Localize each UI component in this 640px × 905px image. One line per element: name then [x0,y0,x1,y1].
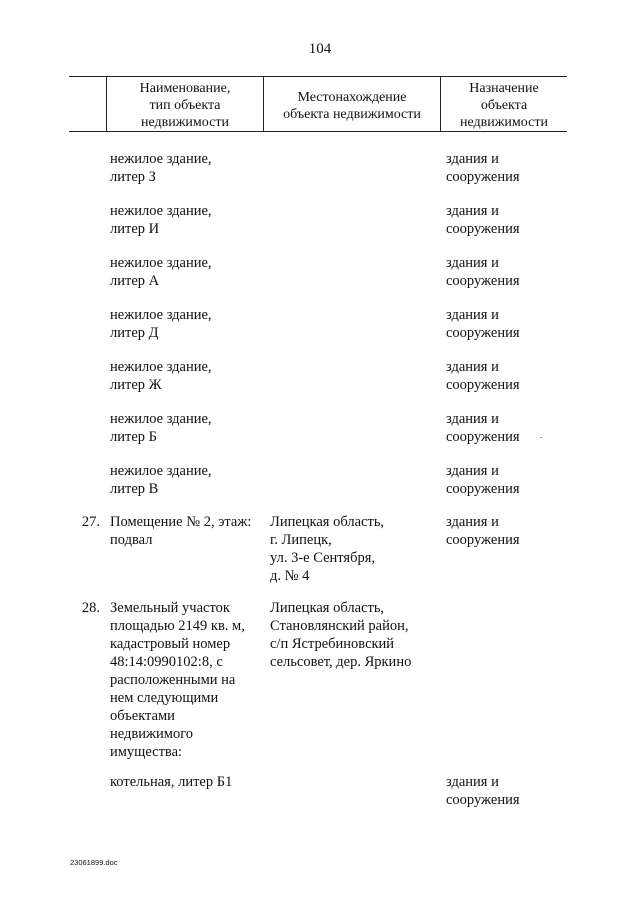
scan-speck [540,437,542,438]
row-purpose: здания и сооружения [446,255,520,289]
row-number: 27. [81,514,100,530]
row-name: нежилое здание, литер З [110,151,212,185]
header-top-rule [69,76,567,77]
row-name: нежилое здание, литер И [110,203,212,237]
row-purpose: здания и сооружения [446,359,520,393]
row-location: Липецкая область, Становлянский район, с/п Ястребиновский сельсовет, дер. Яркино [270,600,412,670]
row-name: нежилое здание, литер Д [110,307,212,341]
row-name: Помещение № 2, этаж: подвал [110,514,252,548]
row-location: Липецкая область, г. Липецк, ул. 3-е Сентября, д. № 4 [270,514,385,584]
row-purpose: здания и сооружения [446,514,520,548]
row-name: нежилое здание, литер В [110,463,212,497]
row-purpose: здания и сооружения [446,151,520,185]
header-location: Местонахождение объекта недвижимости [283,90,421,122]
row-purpose: здания и сооружения [446,203,520,237]
row-purpose: здания и сооружения [446,463,520,497]
row-name: нежилое здание, литер Ж [110,359,212,393]
header-name: Наименование, тип объекта недвижимости [139,81,231,130]
footer-filename: 23061899.doc [70,858,118,867]
row-purpose: здания и сооружения [446,411,520,445]
header-bottom-rule [69,131,567,132]
row-purpose: здания и сооружения [446,307,520,341]
row-number: 28. [81,600,100,616]
header-purpose: Назначение объекта недвижимости [460,81,548,130]
row-name: Земельный участок площадью 2149 кв. м, кадастровый номер 48:14:0990102:8, с расположенными на нем следующими объектами недвижимого имущества: [110,600,245,760]
row-name: нежилое здание, литер Б [110,411,212,445]
page-number: 104 [308,41,332,57]
row-purpose: здания и сооружения [446,774,520,808]
row-name: нежилое здание, литер А [110,255,212,289]
row-name: котельная, литер Б1 [110,774,233,790]
